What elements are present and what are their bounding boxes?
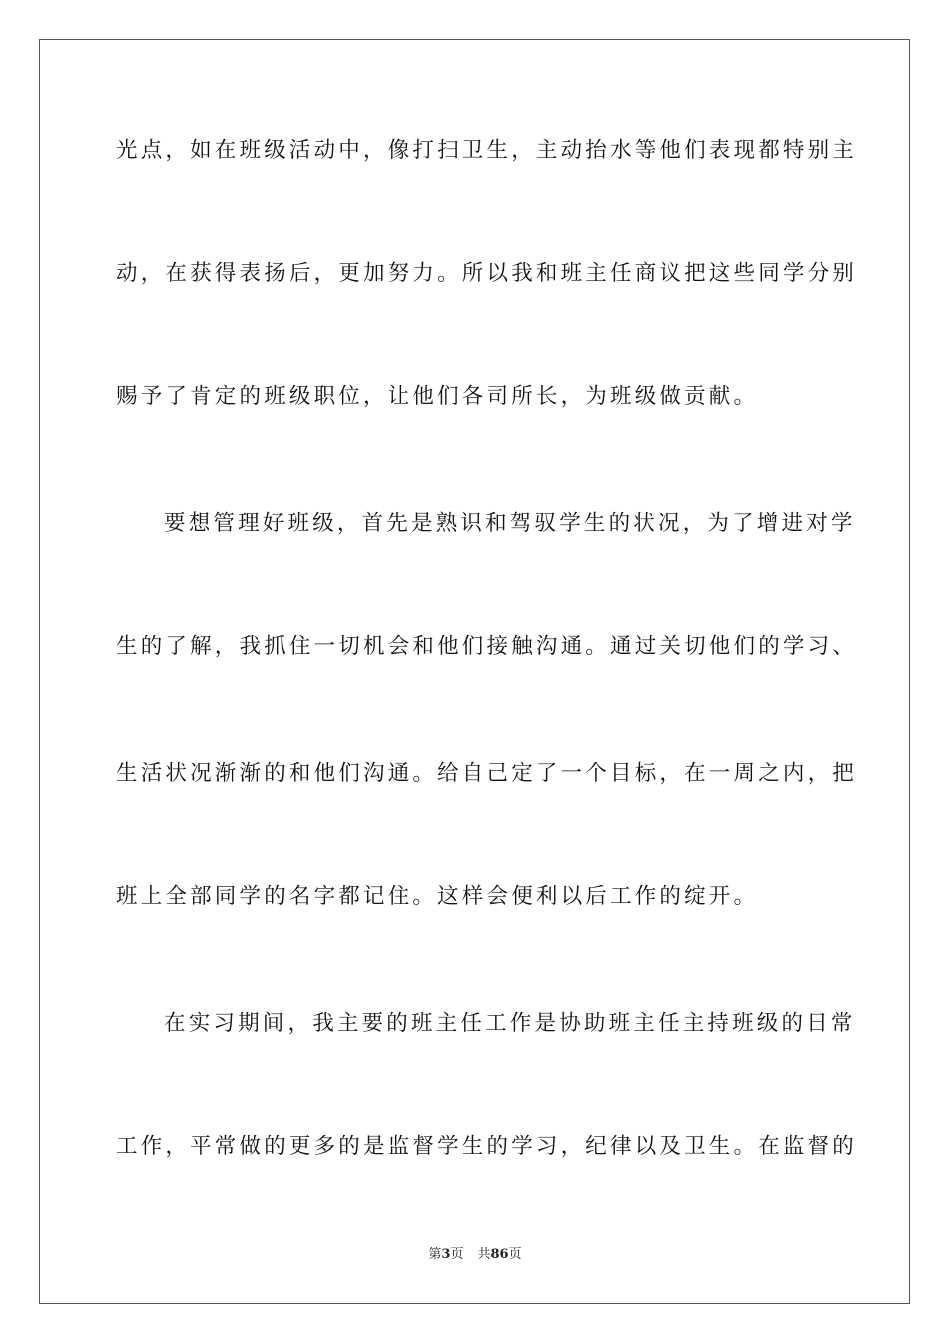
- paragraph-line-4: 要想管理好班级，首先是熟识和驾驭学生的状况，为了增进对学: [164, 511, 856, 536]
- paragraph-line-9: 工作，平常做的更多的是监督学生的学习，纪律以及卫生。在监督的: [116, 1134, 858, 1159]
- page-border: [39, 39, 910, 1304]
- page-suffix: 页: [450, 1247, 464, 1262]
- page-footer: [0, 1246, 950, 1264]
- paragraph-line-1: 光点，如在班级活动中，像打扫卫生，主动抬水等他们表现都特别主: [116, 138, 858, 163]
- page-prefix: 第: [428, 1247, 442, 1262]
- paragraph-line-8: 在实习期间，我主要的班主任工作是协助班主任主持班级的日常: [164, 1011, 856, 1036]
- total-suffix: 页: [508, 1247, 522, 1262]
- paragraph-line-6: 生活状况渐渐的和他们沟通。给自己定了一个目标，在一周之内，把: [116, 761, 858, 786]
- total-prefix: 共: [477, 1247, 491, 1262]
- paragraph-line-5: 生的了解，我抓住一切机会和他们接触沟通。通过关切他们的学习、: [116, 634, 858, 659]
- paragraph-line-2: 动，在获得表扬后，更加努力。所以我和班主任商议把这些同学分别: [116, 261, 858, 286]
- paragraph-line-3: 赐予了肯定的班级职位，让他们各司所长，为班级做贡献。: [116, 384, 759, 409]
- paragraph-line-7: 班上全部同学的名字都记住。这样会便利以后工作的绽开。: [116, 884, 759, 909]
- total-pages: 86: [490, 1247, 509, 1262]
- page-number: 3: [441, 1247, 451, 1262]
